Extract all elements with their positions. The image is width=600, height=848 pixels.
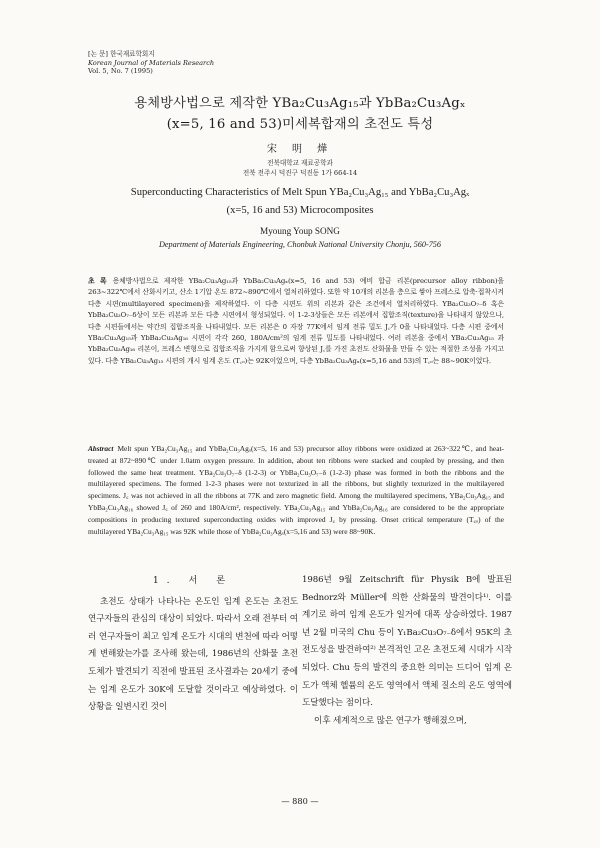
abstract-ko bbox=[88, 276, 504, 367]
title-ko-line2: (x=5, 16 and 53)미세복합재의 초전도 특성 bbox=[166, 117, 434, 132]
journal-reference bbox=[88, 50, 214, 76]
abstract-ko-text: 용체방사법으로 제작한 YBa₂Cu₃Ag₁₅과 YbBa₂Cu₃Agₓ(x=5, 16 and 53) 예비 합금 리본(precursor alloy ribbon)을 263~322℃에서 산화시키고, 산소 1기압 온도 872~890℃에서 열처리하였다. 또한 약 10개의 리본을 층으로 쌓아 프레스로 압축·접착시켜 다층 시편(multilayered specimen)을 제작하였다. 이 다층 시편도 위의 리본과 같은 조건에서 열처리하였다. YBa₂Cu₃O₇₋δ 혹은 YbBa₂Cu₃O₇₋δ상이 모든 리본과 모든 다층 시편에서 형성되었다. 이 1-2-3상들은 모든 리본에서 집합조직(texture)을 나타내지 않았으나, 다층 시편들에서는 약간의 집합조직을 나타내었다. 모든 리본은 0 자장 77K에서 임계 전류 밀도 J꜀가 0을 나타내었다. 다층 시편 중에서 YBa₂Cu₃Ag₁₅과 YbBa₂Cu₃Ag₁₆ 시편이 각각 260, 180A/cm²의 임계 전류 밀도를 나타내었다. 여러 리본을 중에서 YBa₂Cu₃Ag₁₅ 과 YbBa₂Cu₃Ag₁₆ 리본이, 프레스 변형으로 집합조직을 가지게 함으로써 향상된 J꜀를 가진 초전도 산화물을 만들 수 있는 적절한 조성을 가지고 있다. 다층 YBa₂Cu₃Ag₁₅ 시편의 개시 임계 온도 (T꜀ₒ)는 92K이었으며, 다층 YbBa₂Cu₃Agₓ(x=5,16 and 53)의 T꜀ₒ는 88~90K이었다. bbox=[88, 277, 504, 365]
page-number: — 880 — bbox=[281, 796, 319, 806]
abstract-ko-label: 초 록 bbox=[88, 277, 107, 285]
author-en: Myoung Youp SONG bbox=[260, 226, 340, 236]
journal-volume: Vol. 5, No. 7 (1995) bbox=[88, 67, 153, 76]
title-en-line1: Superconducting Characteristics of Melt Spun YBa₂Cu₃Ag₁₅ and YbBa₂Cu₃Agₓ bbox=[130, 187, 470, 198]
journal-name-en: Korean Journal of Materials Research bbox=[88, 58, 215, 67]
title-ko-line1: 용체방사법으로 제작한 YBa₂Cu₃Ag₁₅과 YbBa₂Cu₃Agₓ bbox=[134, 96, 466, 111]
journal-type: [논 문] 한국재료학회지 bbox=[88, 50, 155, 58]
section-title: 1. 서 론 bbox=[152, 575, 234, 586]
department-en: Department of Materials Engineering, Chonbuk National University Chonju, 560-756 bbox=[159, 240, 441, 249]
intro-paragraph-1: 초전도 상태가 나타나는 온도인 임계 온도는 초전도 연구자들의 관심의 대상이 되었다. 따라서 오래 전부터 여러 연구자들이 최고 임계 온도가 시대의 변천에 따라 어떻게 변해왔는가를 조사해 왔는데, 1986년의 산화물 초전도체가 발견되기 직전에 발표된 조사결과는 20세기 중에는 임계 온도가 30K에 도달할 것이라고 예상하였다. 이 상황을 일변시킨 것이 bbox=[88, 596, 298, 713]
affiliation-ko-line2: 전북 전주시 덕진구 덕진동 1가 664-14 bbox=[242, 169, 358, 177]
title-en-line2: (x=5, 16 and 53) Microcomposites bbox=[226, 205, 374, 216]
affiliation-ko-line1: 전북대학교 재료공학과 bbox=[267, 159, 333, 167]
abstract-en-text: Melt spun YBa₂Cu₃Ag₁₅ and YbBa₂Cu₃Agₓ(x=5, 16 and 53) precursor alloy ribbons were oxidized at 263~322℃, and heat-treated at 872~890℃ under 1.0atm oxygen pressure. In addition, about ten ribbons were stacked and coupled by pressing, and then followed the same heat treatment. YBa₂Cu₃O₇₋δ (1-2-3) or YbBa₂Cu₃O₇₋δ (1-2-3) phase was formed in both the ribbons and the multilayered specimens. The formed 1-2-3 phases were not texturized in all the ribbons, but slightly texturized in the multilayered specimens. J꜀ was not achieved in all the ribbons at 77K and zero magnetic field. Among the multilayered specimens, YBa₂Cu₃Ag₁₅ and YbBa₂Cu₃Ag₁₆ showed J꜀ of 260 and 180A/cm², respectively. YBa₂Cu₃Ag₁₅ and YbBa₂Cu₃Ag₁₆ are considered to be the appropriate compositions in producing textured superconducting oxides with improved J꜀ by pressing. Onset critical temperature (T꜀ₒ) of the multilayered YBa₂Cu₃Ag₁₅ was 92K while those of YbBa₂Cu₃Agₓ(x=5,16 and 53) were 88~90K. bbox=[88, 444, 504, 536]
author-ko: 宋 明 燁 bbox=[266, 144, 334, 155]
intro-paragraph-3: 이후 세계적으로 많은 연구가 행해졌으며, bbox=[314, 715, 467, 726]
right-column bbox=[302, 572, 512, 730]
left-column bbox=[88, 572, 298, 717]
intro-paragraph-2: 1986년 9월 Zeitschrift für Physik B에 발표된 Bednorz와 Müller에 의한 산화물의 발견이다¹⁾. 이를 계기로 하여 임계 온도가 일거에 대폭 상승하였다. 1987년 2월 미국의 Chu 등이 Y₁Ba₂Cu₃O₇₋δ에서 95K의 초전도성을 발견하여²⁾ 본격적인 고온 초전도체 시대가 시작되었다. Chu 등의 발견의 중요한 의미는 드디어 임계 온도가 액체 헬륨의 온도 영역에서 액체 질소의 온도 영역에 도달했다는 점이다. bbox=[302, 575, 512, 709]
abstract-en-label: Abstract bbox=[88, 444, 114, 453]
abstract-en bbox=[88, 443, 504, 537]
